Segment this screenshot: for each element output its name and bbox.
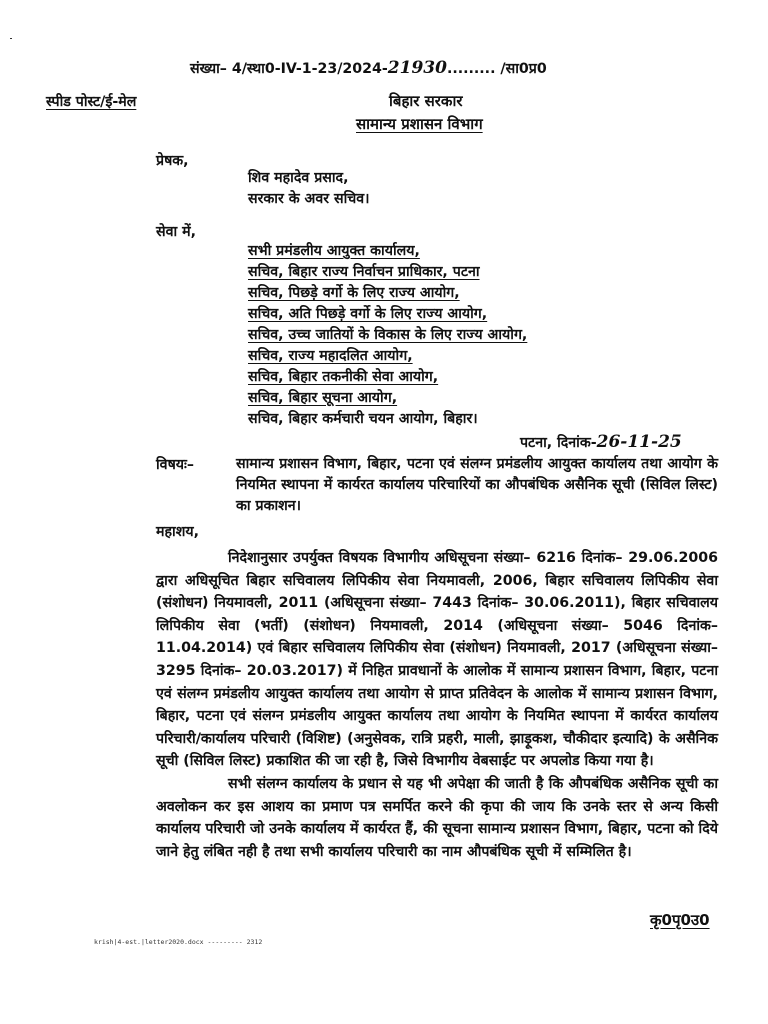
reference-number (190, 58, 547, 78)
body-paragraph: निदेशानुसार उपर्युक्त विषयक विभागीय अधिसूचना संख्या– 6216 दिनांक– 29.06.2006 द्वारा अधिसूचित बिहार सचिवालय लिपिकीय सेवा नियमावली, 2006, बिहार सचिवालय लिपिकीय सेवा (संशोधन) नियमावली, 2011 (अधिसूचना संख्या– 7443 दिनांक– 30.06.2011), बिहार सचिवालय लिपिकीय सेवा (भर्ती) (संशोधन) नियमावली, 2014 (अधिसूचना संख्या– 5046 दिनांक– 11.04.2014) एवं बिहार सचिवालय लिपिकीय सेवा (संशोधन) नियमावली, 2017 (अधिसूचना संख्या– 3295 दिनांक– 20.03.2017) में निहित प्रावधानों के आलोक में सामान्य प्रशासन विभाग, बिहार, पटना एवं संलग्न प्रमंडलीय आयुक्त कार्यालय तथा आयोग से प्राप्त प्रतिवेदन के आलोक में सामान्य प्रशासन विभाग, बिहार, पटना एवं संलग्न प्रमंडलीय आयुक्त कार्यालय तथा आयोग के नियमित स्थापना में कार्यरत कार्यालय परिचारी/कार्यालय परिचारी (विशिष्ट) (अनुसेवक, रात्रि प्रहरी, माली, झाड़ूकश, चौकीदार इत्यादि) के असैनिक सूची (सिविल लिस्ट) प्रकाशित की जा रही है, जिसे विभागीय वेबसाईट पर अपलोड किया गया है। (156, 550, 718, 770)
government-name: बिहार सरकार (389, 92, 463, 110)
recipient-item: सचिव, बिहार तकनीकी सेवा आयोग, (248, 369, 439, 385)
recipient-item: सचिव, पिछड़े वर्गो के लिए राज्य आयोग, (248, 285, 460, 301)
body-paragraph: सभी संलग्न कार्यालय के प्रधान से यह भी अपेक्षा की जाती है कि औपबंधिक असैनिक सूची का अवलोकन कर इस आशय का प्रमाण पत्र समर्पित करने की कृपा की जाय कि उनके स्तर से अन्य किसी कार्यालय परिचारी जो उनके कार्यालय में कार्यरत हैं, की सूचना सामान्य प्रशासन विभाग, बिहार, पटना को दिये जाने हेतु लंबित नही है तथा सभी कार्यालय परिचारी का नाम औपबंधिक सूची में सम्मिलित है। (156, 775, 718, 860)
date-prefix: पटना, दिनांक- (520, 435, 597, 451)
reference-suffix: /सा0प्र0 (500, 61, 547, 77)
please-turn-over: कृ0पृ0उ0 (650, 911, 710, 929)
recipient-item: सभी प्रमंडलीय आयुक्त कार्यालय, (248, 243, 420, 259)
letter-date (520, 432, 682, 452)
recipient-item: सचिव, उच्च जातियों के विकास के लिए राज्य आयोग, (248, 327, 528, 343)
margin-mark (10, 38, 12, 39)
handwritten-date: 26-11-25 (596, 432, 682, 452)
recipients-label: सेवा में, (156, 224, 196, 240)
recipient-item: सचिव, अति पिछड़े वर्गो के लिए राज्य आयोग, (248, 306, 488, 322)
sender-name: शिव महादेव प्रसाद, (248, 170, 349, 186)
recipient-item: सचिव, राज्य महादलित आयोग, (248, 348, 413, 364)
reference-prefix: संख्या– 4/स्था0-IV-1-23/2024- (190, 61, 388, 77)
department-name: सामान्य प्रशासन विभाग (356, 115, 483, 133)
sender-label: प्रेषक, (156, 153, 189, 169)
recipient-item: सचिव, बिहार राज्य निर्वाचन प्राधिकार, पटना (248, 264, 480, 280)
recipient-item: सचिव, बिहार सूचना आयोग, (248, 390, 398, 406)
subject-label: विषयः– (156, 457, 194, 473)
letter-body (156, 547, 718, 863)
reference-dots: ......... (446, 61, 496, 77)
salutation: महाशय, (156, 524, 199, 540)
dispatch-mode: स्पीड पोस्ट/ई-मेल (46, 94, 137, 110)
handwritten-letter-number: 21930 (387, 58, 447, 78)
footer-filename: krish|4-est.|letter2020.docx --------- 2312 (94, 938, 263, 946)
sender-designation: सरकार के अवर सचिव। (248, 191, 370, 207)
subject-text: सामान्य प्रशासन विभाग, बिहार, पटना एवं संलग्न प्रमंडलीय आयुक्त कार्यालय तथा आयोग के नियमित स्थापना में कार्यरत कार्यालय परिचारियों का औपबंधिक असैनिक सूची (सिविल लिस्ट) का प्रकाशन। (236, 456, 718, 514)
recipient-item: सचिव, बिहार कर्मचारी चयन आयोग, बिहार। (248, 411, 478, 427)
